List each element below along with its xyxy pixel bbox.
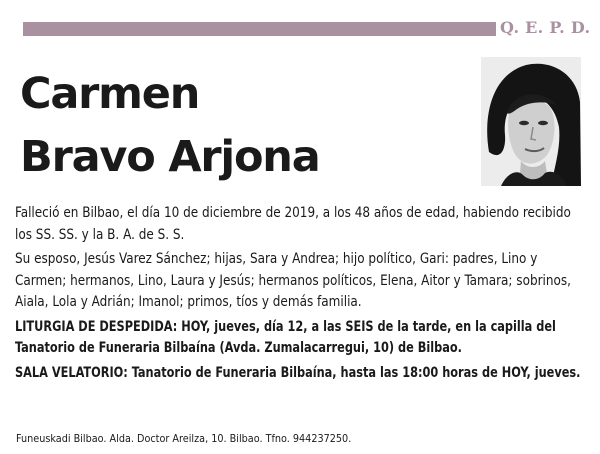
liturgy-paragraph: LITURGIA DE DESPEDIDA: HOY, jueves, día 12, a las SEIS de la tarde, en la capilla del Tanatorio de Funeraria Bilbaína (Avda. Zumalacarregui, 10) de Bilbao. (15, 318, 556, 356)
deceased-first-name: Carmen (20, 69, 200, 119)
header-bar (23, 22, 496, 36)
death-notice-paragraph: Falleció en Bilbao, el día 10 de diciembre de 2019, a los 48 años de edad, habiendo recibido los SS. SS. y la B. A. de S. S. (15, 205, 571, 243)
qepd-label: Q. E. P. D. (500, 18, 591, 37)
funeral-home-footer: Funeuskadi Bilbao. Alda. Doctor Areilza, 10. Bilbao. Tfno. 944237250. (16, 433, 352, 445)
portrait-photo-icon (481, 57, 581, 186)
portrait-photo (481, 57, 581, 186)
wake-paragraph: SALA VELATORIO: Tanatorio de Funeraria Bilbaína, hasta las 18:00 horas de HOY, jueves. (15, 364, 581, 381)
deceased-surnames: Bravo Arjona (20, 132, 320, 182)
obituary-body (15, 203, 587, 387)
family-paragraph: Su esposo, Jesús Varez Sánchez; hijas, Sara y Andrea; hijo político, Gari: padres, Lino y Carmen; hermanos, Lino, Laura y Jesús; hermanos políticos, Elena, Aitor y Tamara; sobrinos, Aiala, Lola y Adrián; Imanol; primos, tíos y demás familia. (15, 251, 571, 310)
